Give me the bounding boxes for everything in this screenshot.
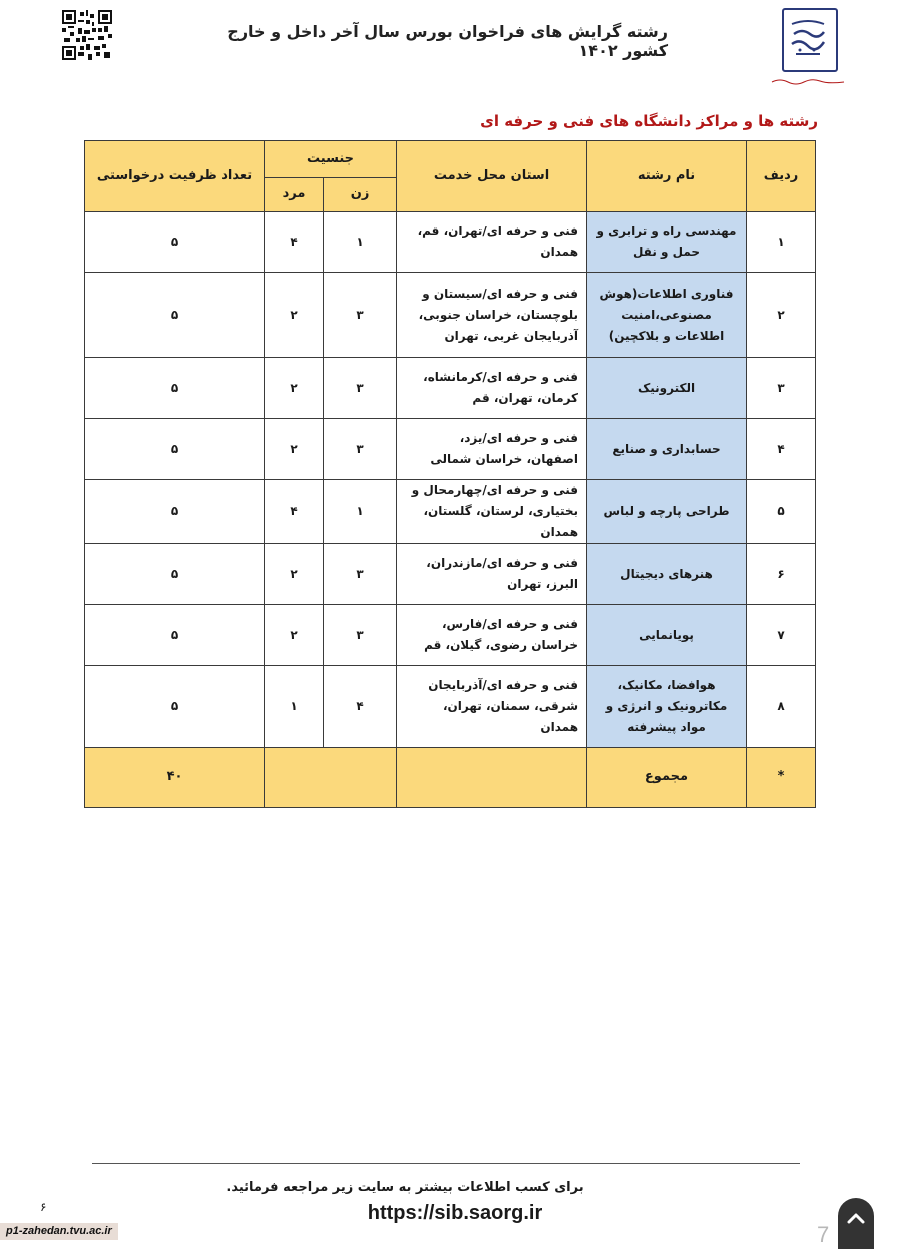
male-count: ۴: [265, 212, 324, 273]
service-province: فنی و حرفه ای/کرمانشاه، کرمان، تهران، قم: [397, 358, 587, 419]
male-count: ۱: [265, 666, 324, 748]
table-row: [85, 419, 816, 480]
male-count: ۲: [265, 419, 324, 480]
service-province: فنی و حرفه ای/یزد، اصفهان، خراسان شمالی: [397, 419, 587, 480]
row-number: ۳: [747, 358, 816, 419]
header-female: زن: [324, 178, 397, 212]
major-name: هنرهای دیجیتال: [587, 544, 747, 605]
table-row: [85, 605, 816, 666]
major-name: طراحی پارچه و لباس: [587, 480, 747, 544]
female-count: ۴: [324, 666, 397, 748]
total-row-marker: *: [747, 748, 816, 808]
total-label: مجموع: [587, 748, 747, 808]
capacity: ۵: [85, 544, 265, 605]
table-row: [85, 544, 816, 605]
row-number: ۸: [747, 666, 816, 748]
major-name: حسابداری و صنایع: [587, 419, 747, 480]
male-count: ۲: [265, 358, 324, 419]
male-count: ۲: [265, 544, 324, 605]
female-count: ۳: [324, 605, 397, 666]
row-number: ۵: [747, 480, 816, 544]
total-row: [85, 748, 816, 808]
female-count: ۳: [324, 544, 397, 605]
header-province: استان محل خدمت: [397, 141, 587, 212]
service-province: فنی و حرفه ای/سیستان و بلوچستان، خراسان جنوبی، آذربایجان غربی، تهران: [397, 273, 587, 358]
capacity: ۵: [85, 212, 265, 273]
capacity: ۵: [85, 273, 265, 358]
service-province: فنی و حرفه ای/چهارمحال و بختیاری، لرستان، گلستان، همدان: [397, 480, 587, 544]
header-male: مرد: [265, 178, 324, 212]
page-number: ۶: [40, 1200, 47, 1214]
service-province: فنی و حرفه ای/فارس، خراسان رضوی، گیلان، قم: [397, 605, 587, 666]
female-count: ۳: [324, 419, 397, 480]
table-row: [85, 212, 816, 273]
qr-code-icon: [62, 10, 112, 60]
male-count: ۴: [265, 480, 324, 544]
section-title: رشته ها و مراکز دانشگاه های فنی و حرفه ای: [480, 112, 818, 130]
header-row-number: ردیف: [747, 141, 816, 212]
footer-url-link[interactable]: https://sib.saorg.ir: [367, 1202, 543, 1224]
row-number: ۲: [747, 273, 816, 358]
row-number: ۱: [747, 212, 816, 273]
female-count: ۳: [324, 358, 397, 419]
ministry-logo-icon: [770, 8, 846, 86]
document-title: رشته گرایش های فراخوان بورس سال آخر داخل و خارج کشور ۱۴۰۲: [227, 22, 668, 60]
table-row: [85, 480, 816, 544]
male-count: ۲: [265, 273, 324, 358]
service-province: فنی و حرفه ای/آذربایجان شرقی، سمنان، تهران، همدان: [397, 666, 587, 748]
footer-note: برای کسب اطلاعات بیشتر به سایت زیر مراجعه فرمائید.: [226, 1180, 584, 1195]
female-count: ۳: [324, 273, 397, 358]
footer-divider: [92, 1163, 800, 1164]
female-count: ۱: [324, 480, 397, 544]
major-name: مهندسی راه و ترابری و حمل و نقل: [587, 212, 747, 273]
male-count: ۲: [265, 605, 324, 666]
row-number: ۶: [747, 544, 816, 605]
major-name: هوافضا، مکانیک، مکاترونیک و انرژی و مواد پیشرفته: [587, 666, 747, 748]
viewer-page-indicator: 7: [817, 1222, 830, 1247]
row-number: ۴: [747, 419, 816, 480]
major-name: فناوری اطلاعات(هوش مصنوعی،امنیت اطلاعات و بلاکچین): [587, 273, 747, 358]
female-count: ۱: [324, 212, 397, 273]
scroll-top-button[interactable]: [838, 1198, 874, 1249]
chevron-up-icon: [838, 1198, 874, 1238]
table-row: [85, 358, 816, 419]
table-row: [85, 273, 816, 358]
table-row: [85, 666, 816, 748]
total-empty-cell: [397, 748, 587, 808]
capacity: ۵: [85, 358, 265, 419]
capacity: ۵: [85, 605, 265, 666]
capacity: ۵: [85, 419, 265, 480]
header-gender: جنسیت: [265, 141, 397, 178]
header-capacity: تعداد ظرفیت درخواستی: [85, 141, 265, 212]
site-watermark: p1-zahedan.tvu.ac.ir: [0, 1223, 118, 1240]
major-name: الکترونیک: [587, 358, 747, 419]
header-major: نام رشته: [587, 141, 747, 212]
service-province: فنی و حرفه ای/مازندران، البرز، تهران: [397, 544, 587, 605]
total-empty-cell: [265, 748, 397, 808]
capacity: ۵: [85, 480, 265, 544]
row-number: ۷: [747, 605, 816, 666]
service-province: فنی و حرفه ای/تهران، قم، همدان: [397, 212, 587, 273]
majors-table: [84, 140, 816, 808]
major-name: پویانمایی: [587, 605, 747, 666]
total-capacity: ۴۰: [85, 748, 265, 808]
capacity: ۵: [85, 666, 265, 748]
